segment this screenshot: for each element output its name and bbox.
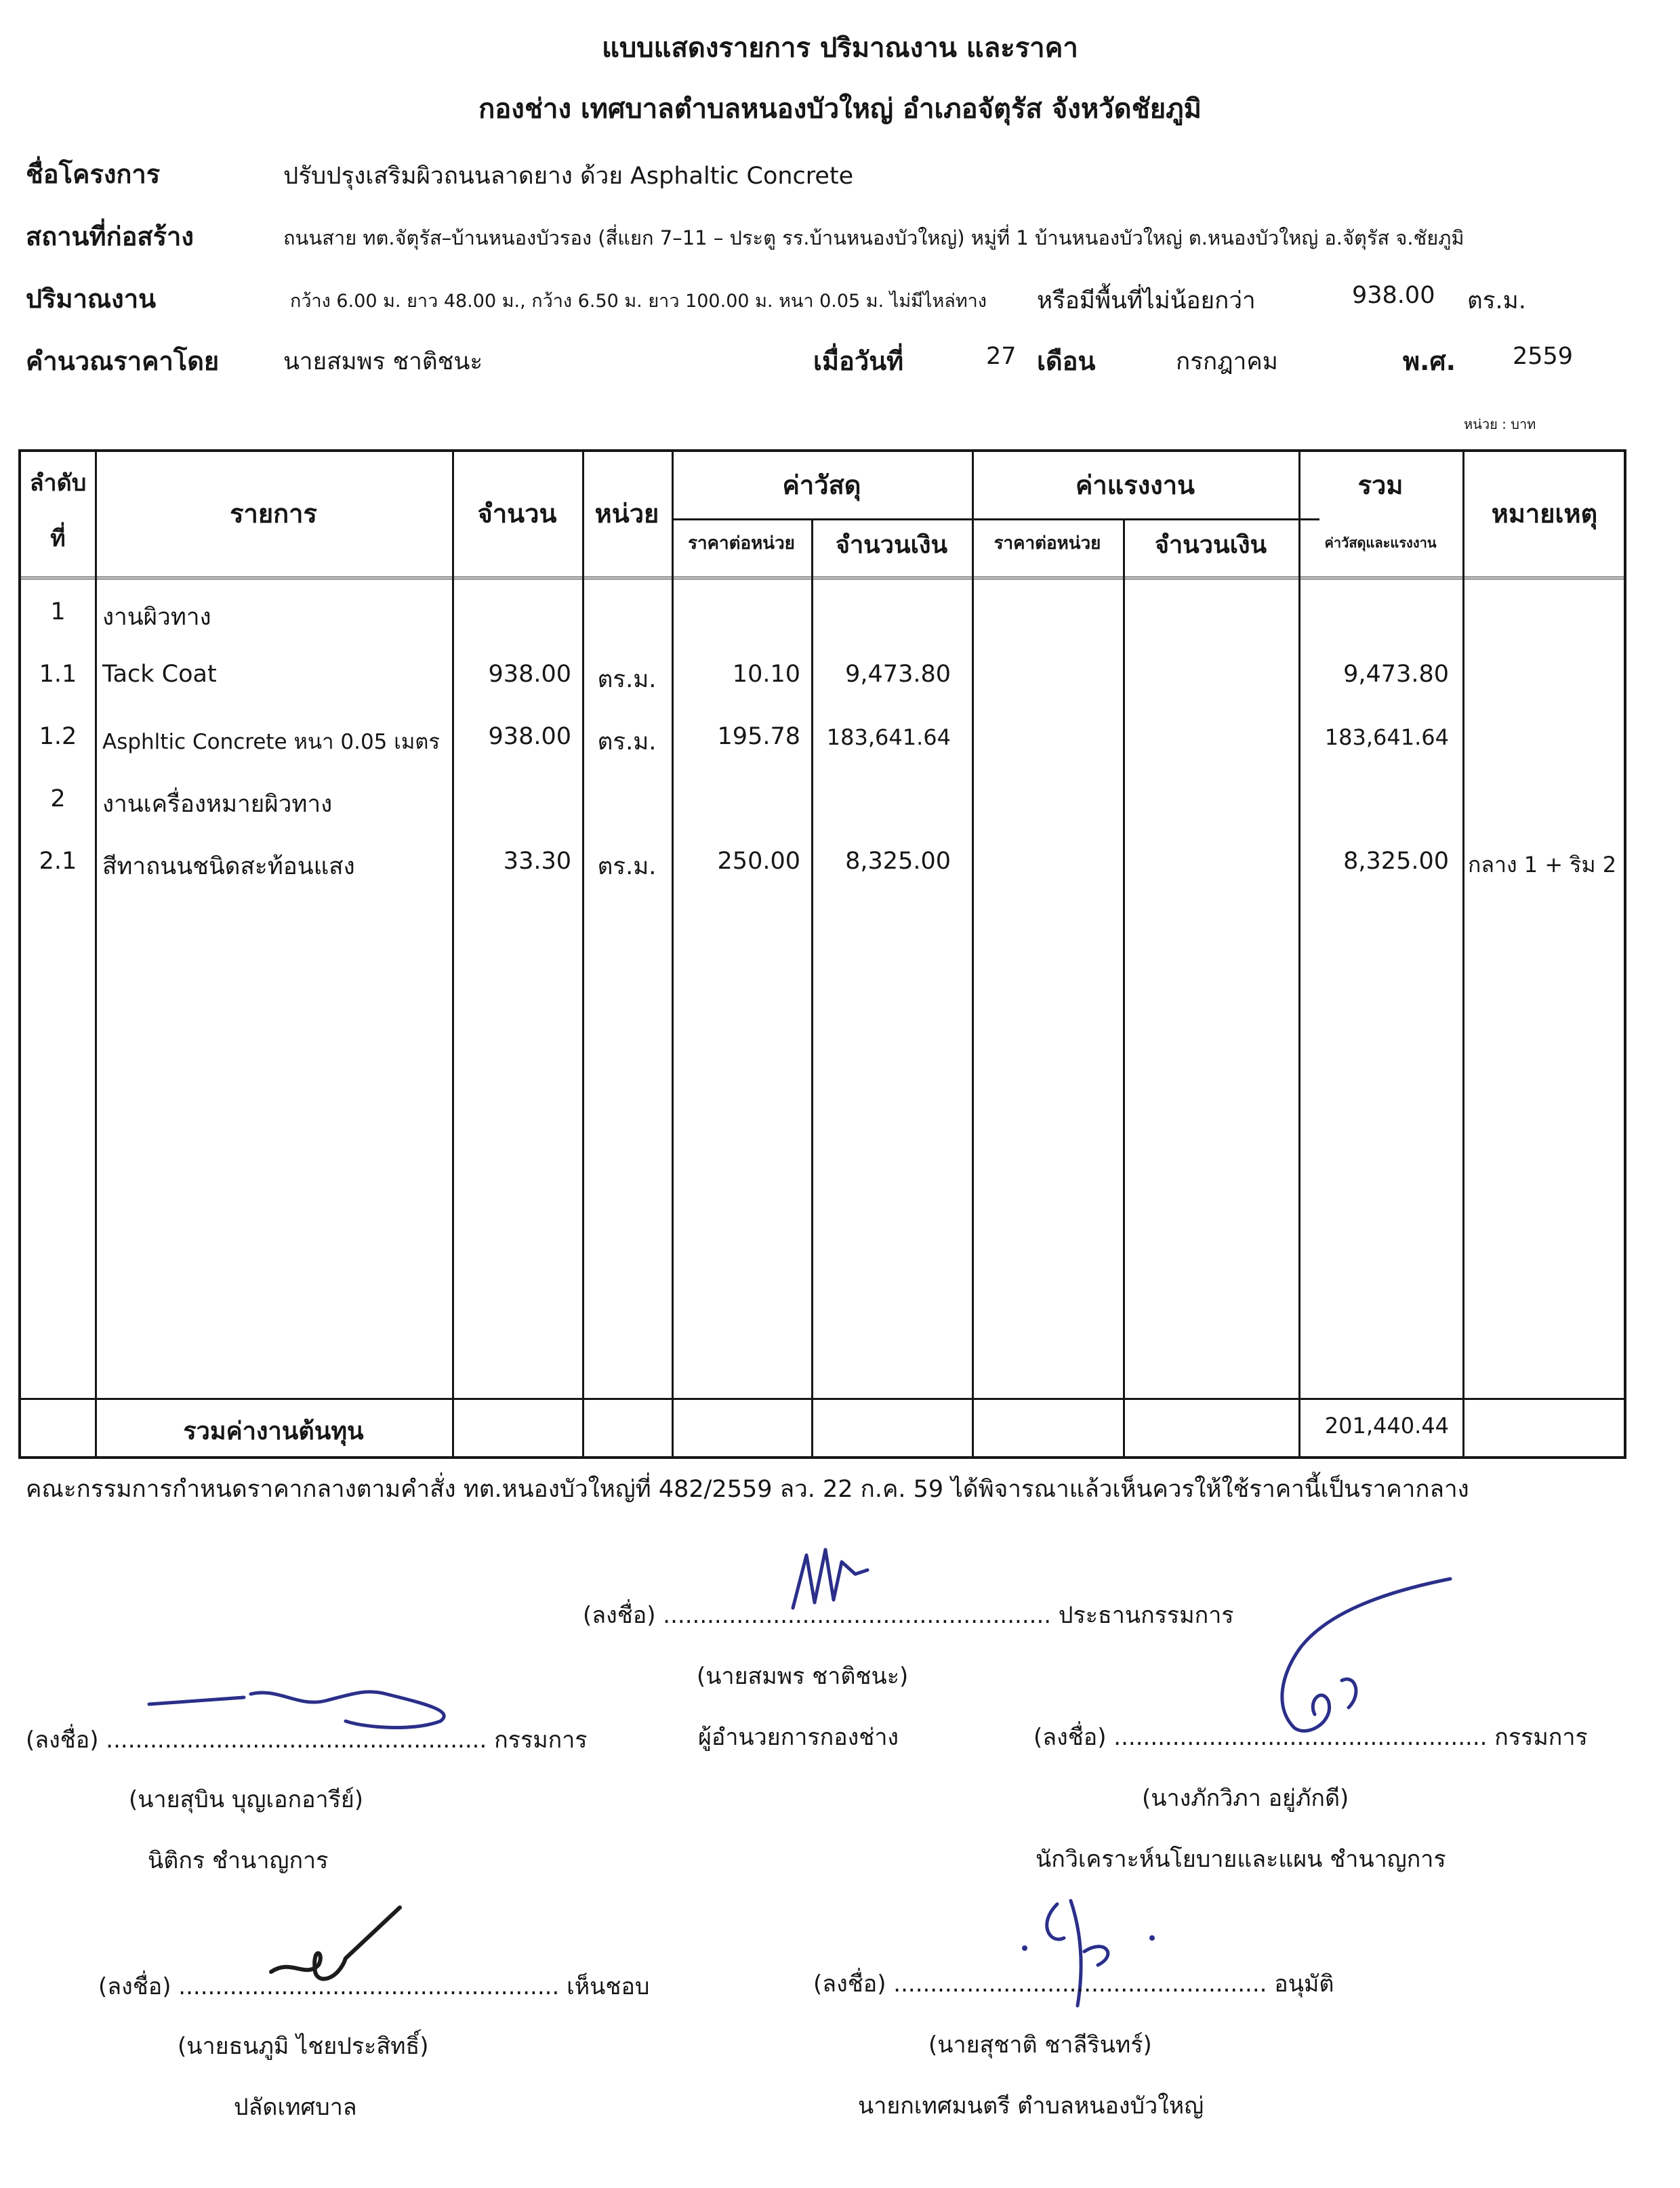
area-unit: ตร.ม.: [1467, 287, 1526, 314]
row-1-1-unit: ตร.ม.: [597, 666, 657, 693]
date-label: เมื่อวันที่: [813, 346, 904, 376]
col-rule: [972, 452, 974, 1456]
estimator-label: คำนวณราคาโดย: [26, 346, 220, 376]
col-rule: [95, 452, 97, 1456]
row-1-2-unit: ตร.ม.: [597, 728, 657, 756]
approver-right-position: นายกเทศมนตรี ตำบลหนองบัวใหญ่: [858, 2092, 1204, 2120]
row-2-1-remark: กลาง 1 + ริม 2: [1468, 852, 1617, 878]
row-2-1-mat-price: 250.00: [717, 848, 800, 875]
row-2-1-qty: 33.30: [503, 848, 571, 875]
date-day: 27: [986, 343, 1017, 370]
header-remark: หมายเหตุ: [1491, 499, 1598, 529]
approver-left-sign-line: (ลงชื่อ) .................................................... เห็นชอบ: [98, 1973, 650, 2000]
approver-right-name: (นายสุชาติ ชาลีรินทร์): [928, 2031, 1152, 2059]
estimator-name: นายสมพร ชาติชนะ: [283, 348, 483, 375]
footer-top-rule: [21, 1398, 1624, 1400]
chair-sign-line: (ลงชื่อ) ..................................................... ประธานกรรมการ: [583, 1602, 1234, 1629]
member-right-name: (นางภักวิภา อยู่ภักดี): [1142, 1785, 1349, 1812]
project-name: ปรับปรุงเสริมผิวถนนลาดยาง ด้วย Asphaltic Concrete: [283, 163, 854, 190]
header-no-line1: ลำดับ: [29, 470, 87, 497]
footer-label: รวมค่างานต้นทุน: [183, 1418, 364, 1445]
col-rule: [1123, 518, 1125, 1456]
row-1-1-total: 9,473.80: [1343, 661, 1449, 688]
row-2-1-item: สีทาถนนชนิดสะท้อนแสง: [102, 853, 355, 880]
member-left-sign-line: (ลงชื่อ) .................................................... กรรมการ: [26, 1727, 588, 1754]
row-2-1-unit: ตร.ม.: [597, 853, 657, 880]
area-prefix: หรือมีพื้นที่ไม่น้อยกว่า: [1037, 287, 1256, 314]
header-lab-amount: จำนวนเงิน: [1154, 531, 1267, 559]
member-left-name: (นายสุบิน บุญเอกอารีย์): [129, 1786, 364, 1813]
header-material: ค่าวัสดุ: [782, 470, 861, 500]
row-1-1-no: 1.1: [39, 661, 77, 688]
header-qty: จำนวน: [477, 499, 557, 529]
col-rule: [1298, 452, 1300, 1456]
row-2-1-total: 8,325.00: [1343, 848, 1449, 875]
row-1-2-no: 1.2: [39, 723, 77, 750]
row-1-2-total: 183,641.64: [1324, 724, 1449, 750]
row-2-1-no: 2.1: [39, 848, 77, 875]
approver-left-position: ปลัดเทศบาล: [234, 2094, 357, 2121]
col-rule: [1462, 452, 1464, 1456]
cost-table: [18, 449, 1626, 1459]
col-rule: [582, 452, 584, 1456]
quantity-desc: กว้าง 6.00 ม. ยาว 48.00 ม., กว้าง 6.50 ม. ยาว 100.00 ม. หนา 0.05 ม. ไม่มีไหล่ทาง: [290, 291, 987, 312]
footer-total: 201,440.44: [1324, 1413, 1449, 1439]
col-rule: [811, 518, 813, 1456]
site-label: สถานที่ก่อสร้าง: [26, 222, 194, 251]
header-no-line2: ที่: [50, 525, 66, 552]
header-item: รายการ: [230, 499, 317, 529]
member-right-sign-line: (ลงชื่อ) ................................................... กรรมการ: [1033, 1724, 1588, 1751]
area-value: 938.00: [1352, 282, 1435, 309]
row-1-2-mat-price: 195.78: [717, 723, 800, 750]
row-1-1-mat-price: 10.10: [732, 661, 800, 688]
header-labor: ค่าแรงงาน: [1075, 470, 1195, 500]
month-label: เดือน: [1037, 346, 1096, 376]
row-1-2-mat-amount: 183,641.64: [826, 724, 951, 750]
approver-right-sign-line: (ลงชื่อ) ................................................... อนุมัติ: [813, 1970, 1334, 1998]
quantity-label: ปริมาณงาน: [26, 284, 157, 314]
header-total-sub: ค่าวัสดุและแรงงาน: [1324, 535, 1437, 551]
row-1-1-mat-amount: 9,473.80: [845, 661, 951, 688]
row-1-2-qty: 938.00: [488, 723, 571, 750]
row-1-item: งานผิวทาง: [102, 604, 211, 631]
document-title: แบบแสดงรายการ ปริมาณงาน และราคา: [602, 33, 1078, 64]
row-1-1-qty: 938.00: [488, 661, 571, 688]
row-2-no: 2: [50, 785, 66, 812]
project-name-label: ชื่อโครงการ: [26, 159, 161, 189]
chair-name: (นายสมพร ชาติชนะ): [697, 1663, 909, 1690]
header-bottom-rule: [21, 577, 1624, 579]
approver-left-name: (นายธนภูมิ ไชยประสิทธิ์): [178, 2033, 429, 2060]
col-rule: [452, 452, 454, 1456]
member-right-position: นักวิเคราะห์นโยบายและแผน ชำนาญการ: [1036, 1846, 1446, 1873]
date-year: 2559: [1513, 343, 1574, 370]
row-2-1-mat-amount: 8,325.00: [845, 848, 951, 875]
col-rule: [672, 452, 674, 1456]
year-label: พ.ศ.: [1403, 346, 1456, 376]
date-month: กรกฎาคม: [1176, 348, 1278, 375]
header-mat-amount: จำนวนเงิน: [835, 531, 948, 559]
member-left-position: นิติกร ชำนาญการ: [148, 1847, 329, 1874]
row-1-1-item: Tack Coat: [102, 661, 217, 688]
header-unit: หน่วย: [594, 499, 659, 529]
document-subtitle: กองช่าง เทศบาลตำบลหนองบัวใหญ่ อำเภอจัตุรัส จังหวัดชัยภูมิ: [478, 94, 1202, 125]
row-1-no: 1: [50, 598, 66, 625]
currency-note: หน่วย : บาท: [1464, 416, 1536, 432]
subheader-divider: [674, 518, 1319, 520]
header-mat-unit-price: ราคาต่อหน่วย: [688, 533, 795, 554]
header-lab-unit-price: ราคาต่อหน่วย: [993, 533, 1101, 554]
site-value: ถนนสาย ทต.จัตุรัส–บ้านหนองบัวรอง (สี่แยก 7–11 – ประตู รร.บ้านหนองบัวใหญ่) หมู่ที่ 1 บ้านหนองบัวใหญ่ ต.หนองบัวใหญ่ อ.จัตุรัส จ.ชัยภูมิ: [283, 226, 1464, 249]
chair-position: ผู้อำนวยการกองช่าง: [698, 1724, 899, 1751]
header-total: รวม: [1357, 470, 1404, 500]
committee-note: คณะกรรมการกำหนดราคากลางตามคำสั่ง ทต.หนองบัวใหญ่ที่ 482/2559 ลว. 22 ก.ค. 59 ได้พิจารณาแล้วเห็นควรให้ใช้ราคานี้เป็นราคากลาง: [26, 1476, 1469, 1503]
row-1-2-item: Asphltic Concrete หนา 0.05 เมตร: [102, 730, 441, 754]
row-2-item: งานเครื่องหมายผิวทาง: [102, 791, 333, 818]
